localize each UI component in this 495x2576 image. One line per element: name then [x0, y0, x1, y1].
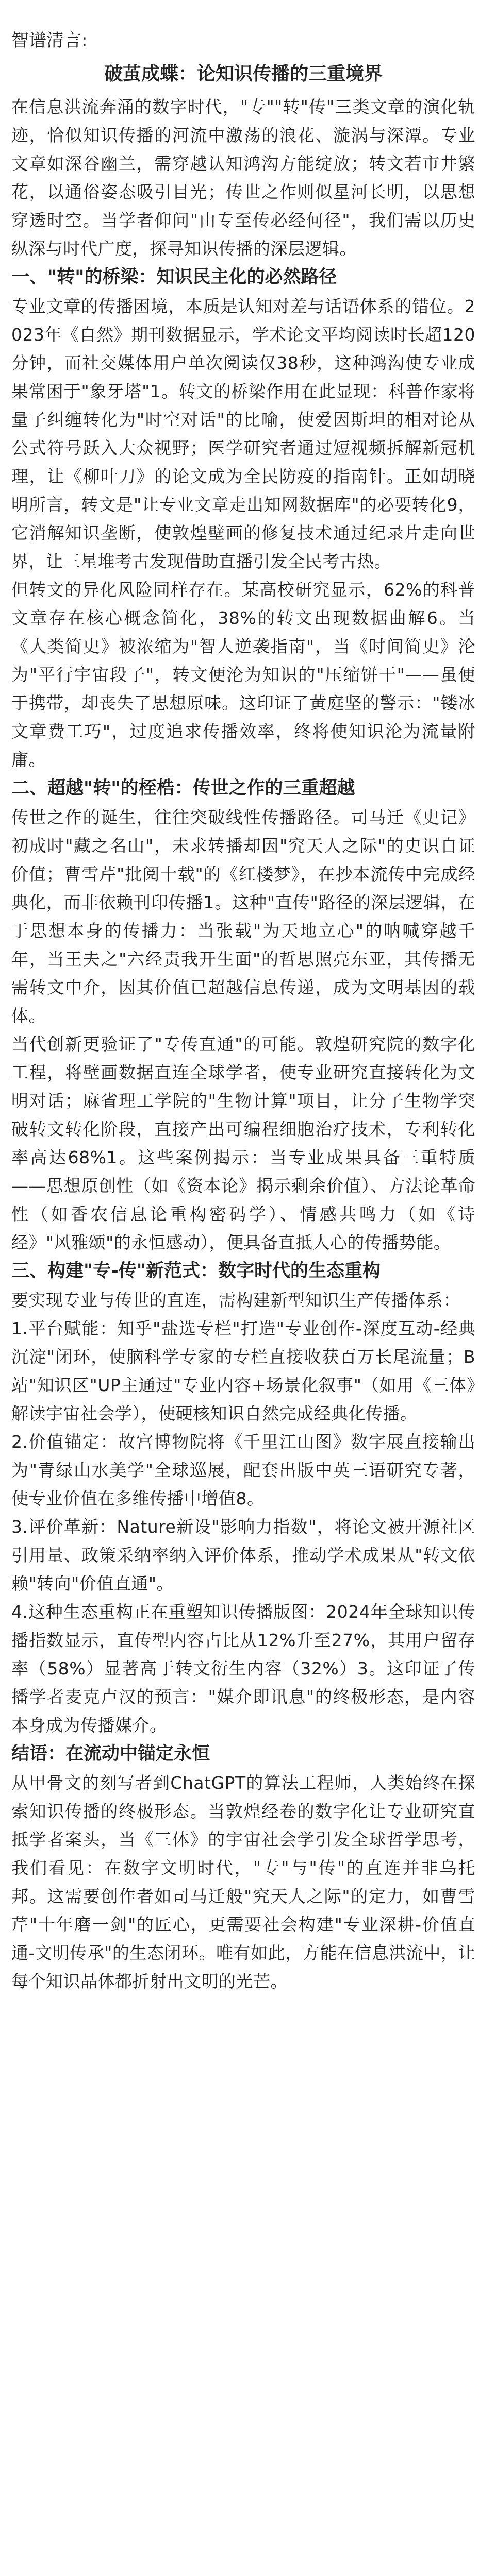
section-3-item-3: 3.评价革新：Nature新设"影响力指数"，将论文被开源社区引用量、政策采纳率纳入评价体系，推动学术成果从"转文依赖"转向"价值直通"。: [11, 1517, 475, 1594]
section-1-heading: 一、"转"的桥梁：知识民主化的必然路径: [11, 267, 337, 287]
intro-label: 智谱清言:: [11, 30, 88, 51]
section-3-intro: 要实现专业与传世的直连，需构建新型知识生产传播体系：: [11, 1290, 460, 1310]
section-3-item-2: 2.价值锚定：故宫博物院将《千里江山图》数字展直接输出为"青绿山水美学"全球巡展，配套出版中英三语研究专著，使专业价值在多维传播中增值8。: [11, 1432, 475, 1509]
article-title: 破茧成蝶：论知识传播的三重境界: [104, 63, 383, 84]
section-1-paragraph-1: 专业文章的传播困境，本质是认知对差与话语体系的错位。2023年《自然》期刊数据显示，学术论文平均阅读时长超120分钟，而社交媒体用户单次阅读仅38秒，这种鸿沟使专业成果常困于"象牙塔"1。转文的桥梁作用在此显现：科普作家将量子纠缠转化为"时空对话"的比喻，使爱因斯坦的相对论从公式符号跃入大众视野；医学研究者通过短视频拆解新冠机理，让《柳叶刀》的论文成为全民防疫的指南针。正如胡晓明所言，转文是"让专业文章走出知网数据库"的必要转化9，它消解知识垄断，使敦煌壁画的修复技术通过纪录片走向世界，让三星堆考古发现借助直播引发全民考古热。: [11, 296, 475, 571]
section-1-paragraph-2: 但转文的异化风险同样存在。某高校研究显示，62%的科普文章存在核心概念简化，38%的转文出现数据曲解6。当《人类简史》被浓缩为"智人逆袭指南"，当《时间简史》沦为"平行宇宙段子"，转文便沦为知识的"压缩饼干"——虽便于携带，却丧失了思想原味。这印证了黄庭坚的警示："镂冰文章费工巧"，过度追求传播效率，终将使知识沦为流量附庸。: [11, 580, 475, 770]
section-2-heading: 二、超越"转"的桎梏：传世之作的三重超越: [11, 778, 355, 799]
opening-paragraph: 在信息洪流奔涌的数字时代，"专""转"传"三类文章的演化轨迹，恰似知识传播的河流中激荡的浪花、漩涡与深潭。专业文章如深谷幽兰，需穿越认知鸿沟方能绽放；转文若市井繁花，以通俗姿态吸引目光；传世之作则似星河长明，以思想穿透时空。当学者仰问"由专至传必经何径"，我们需以历史纵深与时代广度，探寻知识传播的深层逻辑。: [11, 97, 475, 259]
section-2-paragraph-1: 传世之作的诞生，往往突破线性传播路径。司马迁《史记》初成时"藏之名山"，未求转播却因"究天人之际"的史识自证价值；曹雪芹"批阅十载"的《红楼梦》，在抄本流传中完成经典化，而非依赖刊印传播1。这种"直传"路径的深层逻辑，在于思想本身的传播力：当张载"为天地立心"的呐喊穿越千年，当王夫之"六经责我开生面"的哲思照亮东亚，其传播无需转文中介，因其价值已超越信息传递，成为文明基因的载体。: [11, 807, 475, 1026]
section-3-heading: 三、构建"专-传"新范式：数字时代的生态重构: [11, 1261, 381, 1281]
section-3-item-4: 4.这种生态重构正在重塑知识传播版图：2024年全球知识传播指数显示，直传型内容占比从12%升至27%，其用户留存率（58%）显著高于转文衍生内容（32%）3。这印证了传播学者麦克卢汉的预言："媒介即讯息"的终极形态，是内容本身成为传播媒介。: [11, 1602, 475, 1735]
section-2-paragraph-2: 当代创新更验证了"专传直通"的可能。敦煌研究院的数字化工程，将壁画数据直连全球学者，使专业研究直接转化为文明对话；麻省理工学院的"生物计算"项目，让分子生物学突破转文转化阶段，直接产出可编程细胞治疗技术，专利转化率高达68%1。这些案例揭示：当专业成果具备三重特质——思想原创性（如《资本论》揭示剩余价值）、方法论革命性（如香农信息论重构密码学）、情感共鸣力（如《诗经》"风雅颂"的永恒感动），便具备直抵人心的传播势能。: [11, 1034, 475, 1252]
section-3-item-1: 1.平台赋能：知乎"盐选专栏"打造"专业创作-深度互动-经典沉淀"闭环，使脑科学专家的专栏直接收获百万长尾流量；B站"知识区"UP主通过"专业内容+场景化叙事"（如用《三体》解读宇宙社会学），使硬核知识自然完成经典化传播。: [11, 1318, 475, 1423]
conclusion-heading: 结语：在流动中锚定永恒: [11, 1743, 210, 1764]
conclusion-paragraph: 从甲骨文的刻写者到ChatGPT的算法工程师，人类始终在探索知识传播的终极形态。当敦煌经卷的数字化让专业研究直抵学者案头，当《三体》的宇宙社会学引发全球哲学思考，我们看见：在数字文明时代，"专"与"传"的直连并非乌托邦。这需要创作者如司马迁般"究天人之际"的定力，如曹雪芹"十年磨一剑"的匠心，更需要社会构建"专业深耕-价值直通-文明传承"的生态闭环。唯有如此，方能在信息洪流中，让每个知识晶体都折射出文明的光芒。: [11, 1773, 475, 1991]
